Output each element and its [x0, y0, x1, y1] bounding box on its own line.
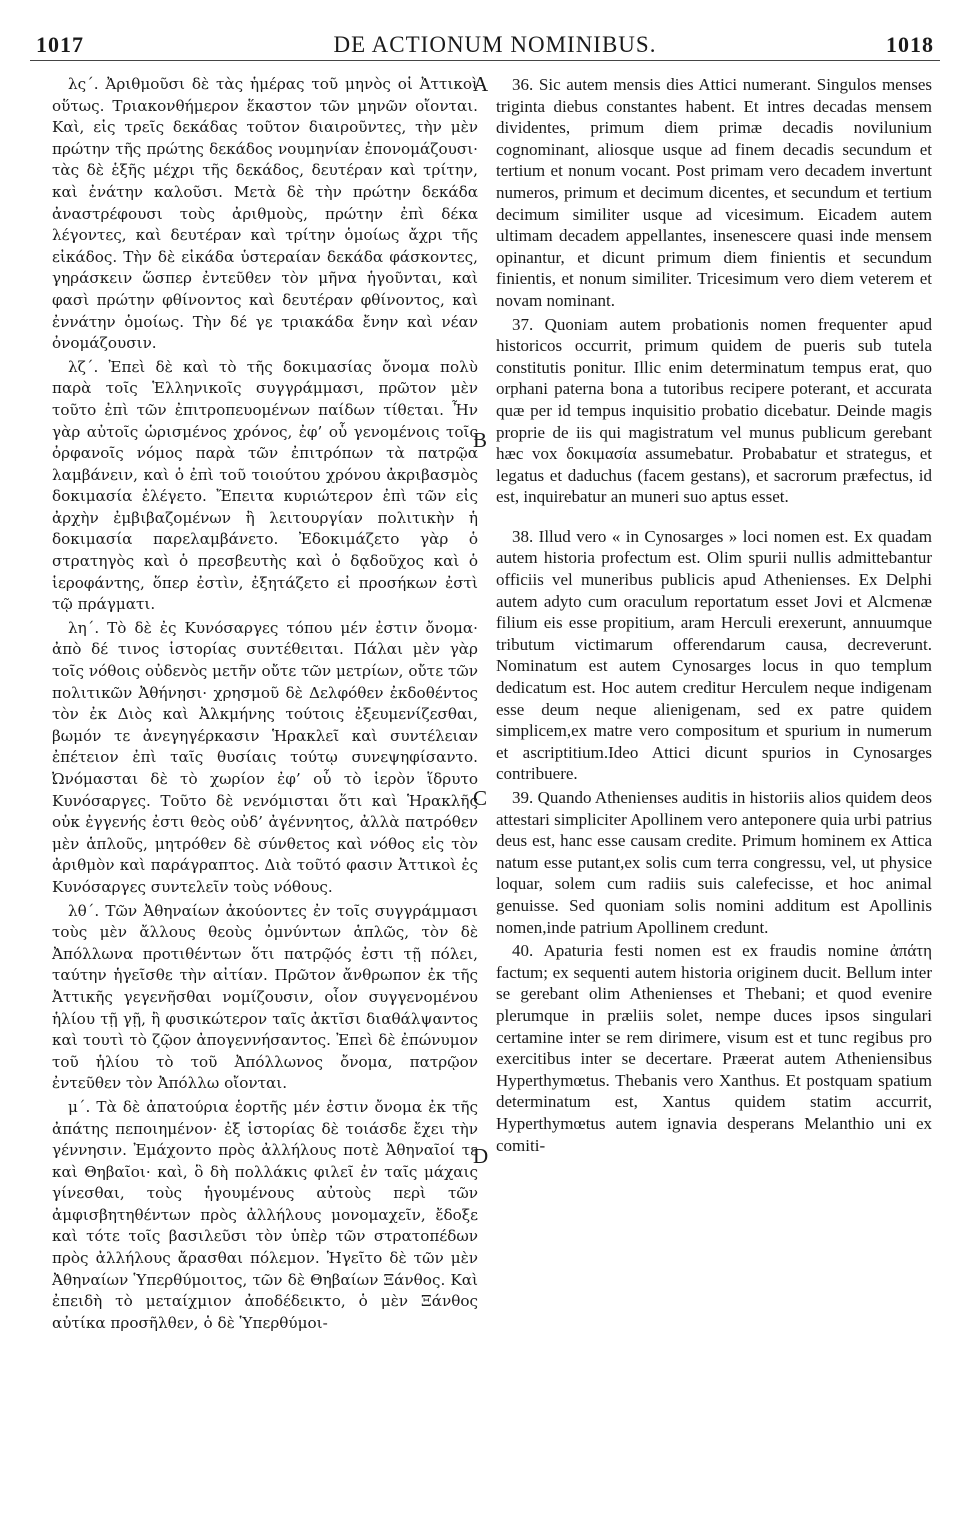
- greek-paragraph-37: λζ΄. Ἐπεὶ δὲ καὶ τὸ τῆς δοκιμασίας ὄνομα πολὺ παρὰ τοῖς Ἑλληνικοῖς συγγράμμασι, πρῶτον μὲν τοῦτο ἐπὶ τῶν ἐπιτροπευομένων παίδων τίθεται. Ἦν γὰρ αὐτοῖς ὡρισμένος χρόνος, ἐφ’ οὗ γενομένοις τοῖς ὀρφανοῖς νόμος παρὰ τῶν ἐπιτρόπων τὰ πατρῷα λαμβάνειν, καὶ ὁ ἐπὶ τοῦ τοιούτου χρόνου ἀκριβασμὸς δοκιμασία ἐλέγετο. Ἔπειτα κυριώτερον ἐπὶ τῶν εἰς ἀρχὴν ἐμβιβαζομένων ἢ λειτουργίαν πολιτικὴν ἡ δοκιμασία παρελαμβάνετο. Ἐδοκιμάζετο γὰρ ὁ στρατηγὸς καὶ ὁ πρεσβευτὴς καὶ ὁ δᾳδοῦχος καὶ ὁ ἱεροφάντης, ὅπερ ἐστὶν, ἐξητάζετο εἰ προσήκων ἐστὶ τῷ πράγματι.: [52, 357, 478, 614]
- margin-marker-b: B: [473, 428, 488, 452]
- greek-column: [52, 74, 478, 1334]
- greek-paragraph-38: λη΄. Τὸ δὲ ἐς Κυνόσαργες τόπου μέν ἐστιν ὄνομα· ἀπὸ δέ τινος ἱστορίας συντέθειται. Πάλαι μὲν γὰρ τοῖς νόθοις οὐδενὸς μετῆν οὔτε τῶν μετρίων, οὔτε τῶν πολιτικῶν Ἀθήνησι· χρησμοῦ δὲ Δελφόθεν ἐκδοθέντος τὸν ἐκ Διὸς καὶ Ἀλκμήνης τούτοις ἐξευμενίζεσθαι, βωμόν τε ἀνεγηγέρκασιν Ἡρακλεῖ καὶ συντέλειαν ἐπέτειον ἐπὶ ταῖς θυσίαις τούτῳ συνεψηφίσαντο. Ὠνόμασται δὲ τὸ χωρίον ἐφ’ οὗ τὸ ἱερὸν ἵδρυτο Κυνόσαργες. Τοῦτο δὲ νενόμισται ὅτι καὶ Ἡρακλῆς οὐκ ἐγγενής ἐστι θεὸς οὐδ’ ἀγέννητος, ἀλλὰ πατρόθεν μὲν ἁπλοῦς, μητρόθεν δὲ σύνθετος καὶ νόθος εἰς τὸν ἀριθμὸν καὶ παράγραπτος. Διὰ τοῦτό φασιν Ἀττικοὶ ἐς Κυνόσαργες συντελεῖν τοὺς νόθους.: [52, 618, 478, 896]
- page-title: DE ACTIONUM NOMINIBUS.: [333, 32, 657, 57]
- latin-paragraph-39: 39. Quando Athenienses auditis in historiis alios quidem deos attestari simpliciter Apollinem vero anteponere quia urbi patrius deus est, hanc esse causam credite. Primum hominem ex Attica natum esse putant,ex solis cum terra congressu, vel, ut physice loquar, solem cum radiis suis calefecisse, et hoc animal genuisse. Sed quoniam solis nomini additum est Apollinis nomen,inde patrium Apollinem credunt.: [496, 788, 932, 937]
- latin-column: [496, 74, 932, 1156]
- greek-paragraph-40: μ΄. Τὰ δὲ ἀπατούρια ἑορτῆς μέν ἐστιν ὄνομα ἐκ τῆς ἀπάτης πεποιημένον· ἐξ ἱστορίας δὲ τοιάσδε ἔχει τὴν γέννησιν. Ἐμάχοντο πρὸς ἀλλήλους ποτὲ Ἀθηναῖοί τε καὶ Θηβαῖοι· καὶ, ὃ δὴ πολλάκις φιλεῖ ἐν ταῖς μάχαις γίνεσθαι, τοὺς ἡγουμένους αὐτοὺς περὶ τῶν ἀμφισβητηθέντων πρὸς ἀλλήλους μονομαχεῖν, ἔδοξε καὶ τότε τοῖς βασιλεῦσι τὸν ὑπὲρ τῶν στρατοπέδων πρὸς ἀλλήλους ἄρασθαι πόλεμον. Ἡγεῖτο δὲ τῶν μὲν Ἀθηναίων Ὑπερθύμοιτος, τῶν δὲ Θηβαίων Ξάνθος. Καὶ ἐπειδὴ τὸ μεταίχμιον ἀποδέδεικτο, ὁ μὲν Ξάνθος αὐτίκα προσῆλθεν, ὁ δὲ Ὑπερθύμοι-: [52, 1097, 478, 1332]
- latin-paragraph-36: 36. Sic autem mensis dies Attici numerant. Singulos menses triginta diebus constantes habent. Et intres decadas mensem dividentes, primum diem primæ decadis novilunium cognominant, aliosque usque ad finem decadis secundum et tertium et nonum vocant. Post primam vero decadem invertunt numeros, primum et decimum dicentes, et secundum et tertium decimum similiter usque ad vicesimum. Eicadem autem ultimam decadem appellantes, insenescere quasi inde mensem opinantur, et dicunt primum diem finientis et secundum finientis, et nonum similiter. Tricesimum vero diem veterem et novam nominant.: [496, 75, 932, 310]
- margin-marker-c: C: [473, 786, 488, 810]
- page-number-left: 1017: [36, 32, 84, 57]
- latin-paragraph-40: 40. Apaturia festi nomen est ex fraudis nomine ἀπάτη factum; ex sequenti autem historia originem ducit. Bellum inter se gerebant olim Athenienses et Thebani; et quod evenire plerumque in præliis solet, nempe duces ipsos singulari certamine inter se rem dirimere, visum est et tunc regibus pro exercitibus inter se decertare. Præerat autem Atheniensibus Hyperthymœtus. Thebanis vero Xanthus. Et postquam spatium determinatum est, Xantus quidem statim accurrit, Hyperthymœtus autem ignavia desperans Melanthio uni ex comiti-: [496, 941, 932, 1155]
- margin-marker-d: D: [473, 1144, 489, 1168]
- latin-paragraph-38: 38. Illud vero « in Cynosarges » loci nomen est. Ex quadam autem historia profectum est. Olim spurii nullis admittebantur officiis vel muneribus publicis apud Athenienses. Ex Delphi autem adyto cum oraculum reportatum esset Jovi et Alcmenæ filium eis esse propitium, aram Herculi erexerunt, annuumque tributum victimarum offerendarum causa, decreverunt. Nominatum est autem Cynosarges locus in quo templum dedicatum est. Hoc autem creditur Herculem neque indigenam esse deum neque alienigenam, sed ex patre quidem simplicem,ex matre vero compositum et spurium in numerum et ascriptitium.Ideo Attici dicunt spurios in Cynosarges contribuere.: [496, 526, 932, 784]
- greek-paragraph-39: λθ΄. Τῶν Ἀθηναίων ἀκούοντες ἐν τοῖς συγγράμμασι τοὺς μὲν ἄλλους θεοὺς ὀμνύντων ἁπλῶς, τὸν δὲ Ἀπόλλωνα προτιθέντων ὅτι πατρῷός ἐστι τῇ πόλει, ταύτην ἡγεῖσθε τὴν αἰτίαν. Πρῶτον ἄνθρωπον ἐκ τῆς Ἀττικῆς γεγενῆσθαι νομίζουσιν, οἷον συγγενομένου ἡλίου τῇ γῇ, ἢ φυσικώτερον ταῖς ἀκτῖσι διαθάλψαντος καὶ τουτὶ τὸ ζῷον ἀπογεννήσαντος. Ἐπεὶ δὲ ἐπώνυμον τοῦ ἡλίου τὸ τοῦ Ἀπόλλωνος ὄνομα, πατρῷον ἐντεῦθεν τὸν Ἀπόλλω οἴονται.: [52, 901, 478, 1093]
- header-rule: [30, 60, 940, 61]
- page-number-right: 1018: [886, 32, 934, 57]
- greek-paragraph-36: λς΄. Ἀριθμοῦσι δὲ τὰς ἡμέρας τοῦ μηνὸς οἱ Ἀττικοὶ οὕτως. Τριακονθήμερον ἕκαστον τῶν μηνῶν οἴονται. Καὶ, εἰς τρεῖς δεκάδας τοῦτον διαιροῦντες, τὴν μὲν πρώτην τῆς πρώτης δεκάδος νουμηνίαν ἐπονομάζουσι· τὰς δὲ ἑξῆς μέχρι τῆς δεκάδος, δευτέραν καὶ τρίτην, καὶ ἐνάτην καλοῦσι. Μετὰ δὲ τὴν πρώτην δεκάδα ἀναστρέφουσι τοὺς ἀριθμοὺς, πρώτην ἐπὶ δέκα λέγοντες, καὶ δευτέραν καὶ τρίτην ὁμοίως ἄχρι τῆς εἰκάδος. Τὴν δὲ εἰκάδα ὑστεραίαν δεκάδα φάσκοντες, γηράσκειν ὥσπερ ἐντεῦθεν τὸν μῆνα ἡγοῦνται, καὶ φασὶ πρώτην φθίνοντος καὶ δευτέραν φθίνοντος, καὶ ἐννάτην ὁμοίως. Τὴν δέ γε τριακάδα ἔνην καὶ νέαν ὀνομάζουσιν.: [52, 75, 478, 353]
- margin-marker-a: A: [473, 72, 489, 96]
- latin-paragraph-37: 37. Quoniam autem probationis nomen frequenter apud historicos occurrit, primum quidem de pueris sub tutela constitutis ponitur. Illic enim determinatum tempus erat, quo orphani paterna bona a tutoribus recipere poterant, et accurata quæ per id tempus inquisitio probatio dicebatur. Deinde magis proprie de iis qui magistratum vel munus publicum gerebant hæc vox δοκιμασία assumebatur. Probabatur et strategus, et legatus et daduchus (facem gestans), et sacrorum præfectus, id est, inquirebatur an muneri suo aptus esset.: [496, 314, 932, 507]
